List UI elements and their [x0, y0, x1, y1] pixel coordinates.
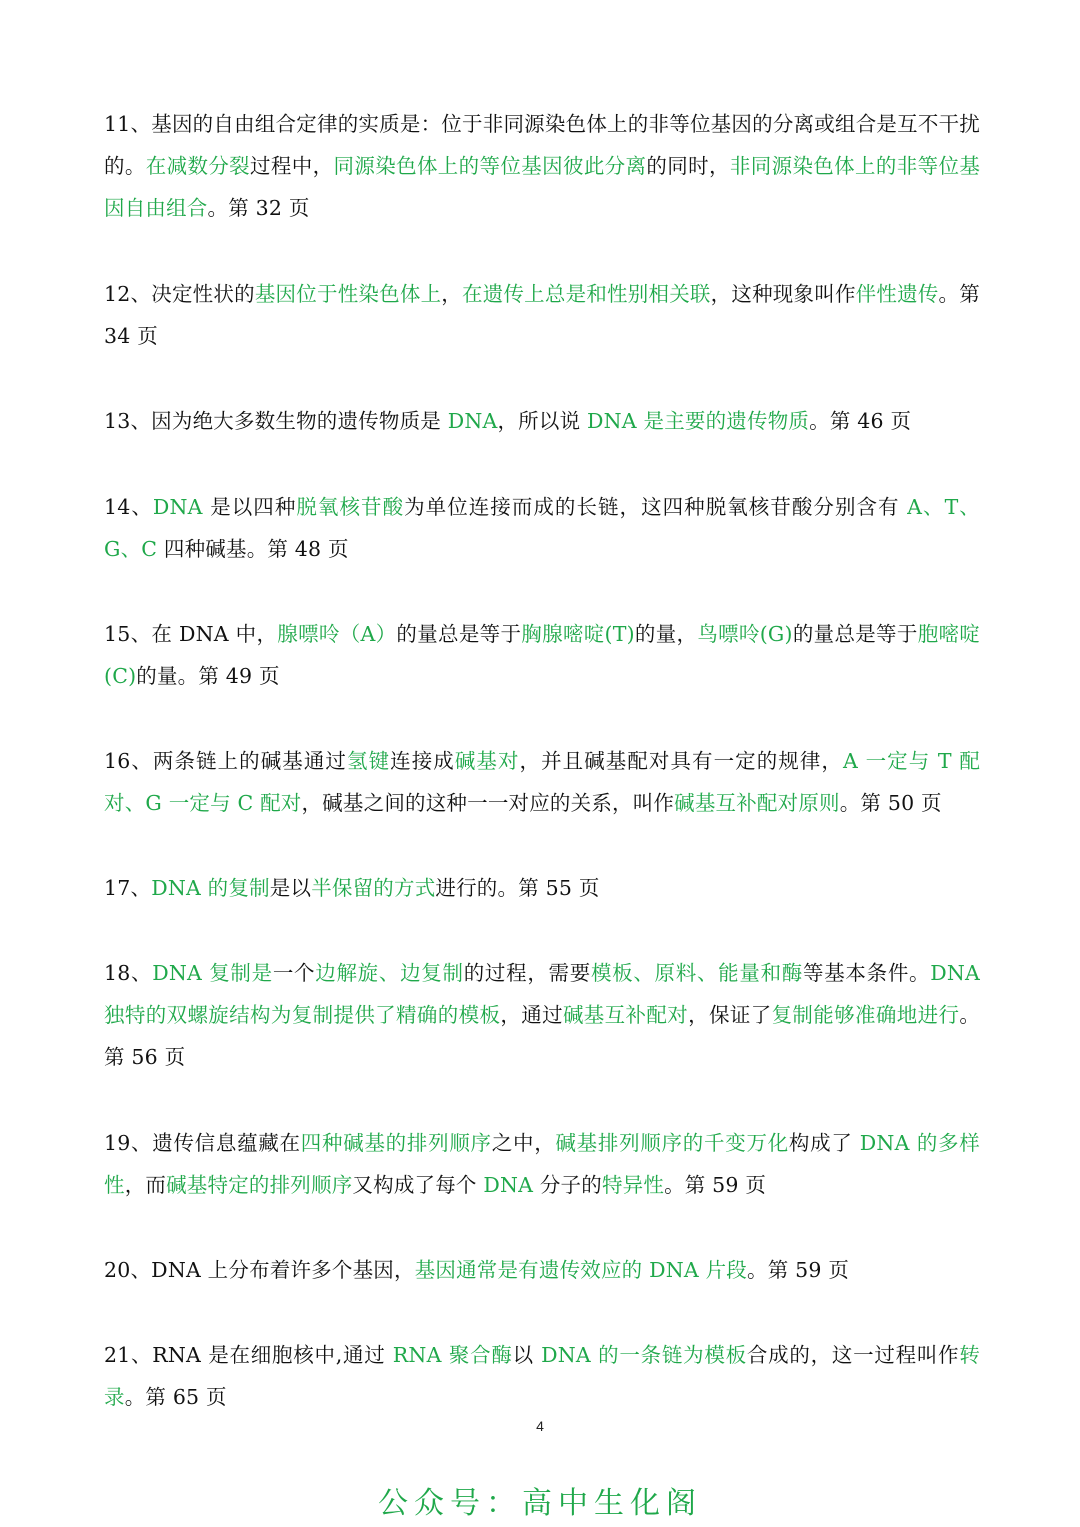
highlighted-term: 模板、原料、能量和酶: [590, 961, 803, 985]
paragraph-text: 。第 59 页: [664, 1173, 767, 1197]
paragraph-text: 。第 34 页: [104, 282, 980, 348]
highlighted-term: DNA 复制是: [152, 961, 273, 985]
paragraph-text: 的同时，: [646, 154, 730, 178]
paragraph-text: 又构成了每个: [352, 1173, 484, 1197]
paragraph-text: ，: [441, 282, 463, 306]
paragraph-text: 的量，: [634, 622, 698, 646]
highlighted-term: 碱基互补配对: [562, 1003, 689, 1027]
highlighted-term: 特异性: [601, 1173, 665, 1197]
paragraph-11: [104, 103, 980, 229]
paragraph-14: [104, 486, 980, 570]
highlighted-term: 复制能够准确地进行: [771, 1003, 960, 1027]
highlighted-term: 胸腺嘧啶(T): [521, 622, 635, 646]
paragraph-text: 过程中，: [250, 154, 334, 178]
paragraph-text: 进行的。第 55 页: [435, 876, 600, 900]
paragraph-text: ，保证了: [688, 1003, 772, 1027]
paragraph-text: 合成的，这一过程叫作: [746, 1343, 960, 1367]
highlighted-term: DNA 的多样性: [104, 1131, 980, 1197]
paragraph-text: 13、因为绝大多数生物的遗传物质是: [104, 409, 448, 433]
paragraph-text: 14、: [104, 495, 153, 519]
highlighted-term: 氢键: [347, 749, 391, 773]
paragraph-21: [104, 1334, 980, 1418]
highlighted-term: 半保留的方式: [311, 876, 436, 900]
highlighted-term: DNA: [483, 1173, 534, 1197]
paragraph-text: 以: [512, 1343, 542, 1367]
paragraph-text: 的量总是等于: [792, 622, 918, 646]
highlighted-term: 伴性遗传: [855, 282, 939, 306]
paragraph-12: [104, 273, 980, 357]
paragraph-text: 17、: [104, 876, 152, 900]
paragraph-text: 等基本条件。: [803, 961, 931, 985]
highlighted-term: 脱氧核苷酸: [296, 495, 405, 519]
highlighted-term: 基因通常是有遗传效应的 DNA 片段: [414, 1258, 747, 1282]
highlighted-term: 同源染色体上的等位基因彼此分离: [333, 154, 647, 178]
paragraph-15: [104, 613, 980, 697]
footer-watermark: 公众号：高中生化阁: [378, 1486, 702, 1521]
paragraph-16: [104, 740, 980, 824]
paragraph-text: 的量。第 49 页: [136, 664, 280, 688]
paragraph-18: [104, 952, 980, 1078]
paragraph-text: 分子的: [533, 1173, 602, 1197]
highlighted-term: DNA 是主要的遗传物质: [587, 409, 810, 433]
paragraph-text: 构成了: [788, 1131, 860, 1155]
paragraph-text: ，所以说: [497, 409, 588, 433]
highlighted-term: 腺嘌呤（A）: [277, 622, 397, 646]
paragraph-text: 连接成: [390, 749, 455, 773]
paragraph-text: 的过程，需要: [463, 961, 591, 985]
paragraph-text: 是以四种: [202, 495, 297, 519]
highlighted-term: 碱基排列顺序的千变万化: [555, 1131, 789, 1155]
highlighted-term: A 一定与 T 配对、G 一定与 C 配对: [104, 749, 981, 815]
paragraph-text: ，碱基之间的这种一一对应的关系，叫作: [301, 791, 675, 815]
highlighted-term: 鸟嘌呤(G): [697, 622, 793, 646]
highlighted-term: DNA 独特的双螺旋结构为复制提供了精确的模板: [104, 961, 981, 1027]
highlighted-term: 碱基对: [454, 749, 520, 773]
paragraph-text: 是以: [269, 876, 312, 900]
paragraph-text: 19、遗传信息蕴藏在: [104, 1131, 301, 1155]
highlighted-term: 碱基特定的排列顺序: [166, 1173, 353, 1197]
highlighted-term: 碱基互补配对原则: [674, 791, 840, 815]
paragraph-text: 四种碱基。第 48 页: [157, 537, 349, 561]
paragraph-text: 12、决定性状的: [104, 282, 255, 306]
paragraph-text: 。第 65 页: [124, 1385, 227, 1409]
highlighted-term: 转录: [104, 1343, 981, 1409]
paragraph-text: 20、DNA 上分布着许多个基因，: [104, 1258, 415, 1282]
paragraph-text: 一个: [272, 961, 316, 985]
paragraph-text: 。第 32 页: [207, 196, 310, 220]
paragraph-text: 的量总是等于: [396, 622, 522, 646]
highlighted-term: 在减数分裂: [145, 154, 251, 178]
paragraph-text: ，并且碱基配对具有一定的规律，: [519, 749, 844, 773]
paragraph-17: [104, 867, 980, 909]
highlighted-term: DNA 的一条链为模板: [541, 1343, 747, 1367]
paragraph-text: 。第 46 页: [809, 409, 912, 433]
page-number: 4: [536, 1418, 544, 1434]
highlighted-term: A、T、G、C: [104, 495, 980, 561]
highlighted-term: 边解旋、边复制: [315, 961, 464, 985]
highlighted-term: RNA 聚合酶: [392, 1343, 513, 1367]
paragraph-text: ，通过: [500, 1003, 563, 1027]
paragraph-text: ，而: [124, 1173, 167, 1197]
paragraph-text: 为单位连接而成的长链，这四种脱氧核苷酸分别含有: [404, 495, 908, 519]
paragraph-text: 。第 56 页: [104, 1003, 981, 1069]
paragraph-19: [104, 1122, 980, 1206]
paragraph-13: [104, 400, 980, 442]
highlighted-term: 基因位于性染色体上: [254, 282, 442, 306]
paragraph-text: 之中，: [491, 1131, 556, 1155]
paragraph-text: 。第 59 页: [747, 1258, 850, 1282]
highlighted-term: DNA: [447, 409, 498, 433]
paragraph-text: 16、两条链上的碱基通过: [104, 749, 347, 773]
highlighted-term: 胞嘧啶(C): [104, 622, 981, 688]
highlighted-term: DNA: [152, 495, 203, 519]
highlighted-term: 四种碱基的排列顺序: [300, 1131, 492, 1155]
highlighted-term: DNA 的复制: [151, 876, 270, 900]
paragraph-text: 11、基因的自由组合定律的实质是：位于非同源染色体上的非等位基因的分离或组合是互不干扰的。: [104, 112, 980, 178]
paragraph-20: [104, 1249, 980, 1291]
highlighted-term: 在遗传上总是和性别相关联: [462, 282, 711, 306]
paragraph-text: ，这种现象叫作: [710, 282, 856, 306]
paragraph-text: 15、在 DNA 中，: [104, 622, 278, 646]
paragraph-text: 18、: [104, 961, 153, 985]
highlighted-term: 非同源染色体上的非等位基因自由组合: [104, 154, 981, 220]
paragraph-text: 。第 50 页: [839, 791, 942, 815]
paragraph-text: 21、RNA 是在细胞核中,通过: [104, 1343, 393, 1367]
